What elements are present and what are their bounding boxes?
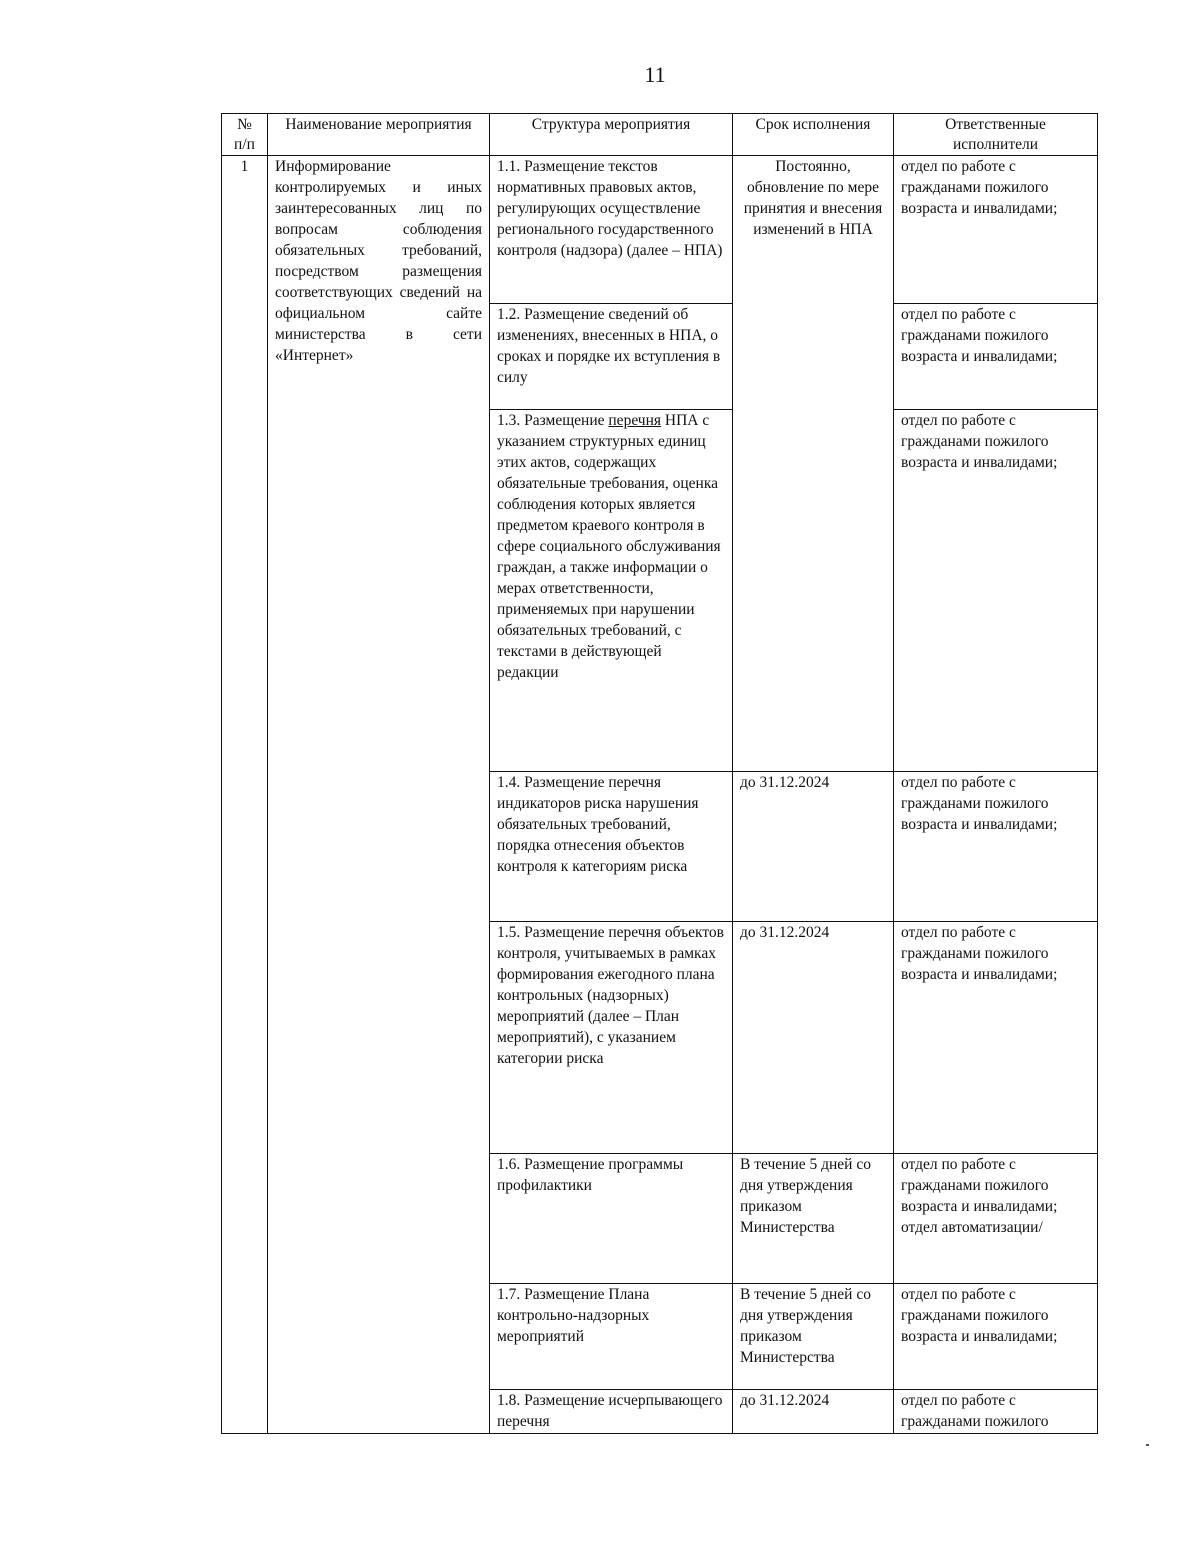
deadline-1-8: до 31.12.2024 (733, 1390, 894, 1434)
deadline-1-4: до 31.12.2024 (733, 772, 894, 922)
responsible-1-5: отдел по работе с гражданами пожилого возраста и инвалидами; (894, 922, 1098, 1154)
structure-1-3-prefix: 1.3. Размещение (497, 412, 609, 429)
structure-1-8: 1.8. Размещение исчерпывающего перечня (490, 1390, 733, 1434)
header-structure: Структура мероприятия (490, 114, 733, 156)
structure-1-1: 1.1. Размещение текстов нормативных правовых актов, регулирующих осуществление регионального государственного контроля (надзора) (далее – НПА) (490, 156, 733, 304)
responsible-1-8: отдел по работе с гражданами пожилого (894, 1390, 1098, 1434)
responsible-1-2: отдел по работе с гражданами пожилого возраста и инвалидами; (894, 304, 1098, 410)
measures-table (221, 113, 1098, 1434)
responsible-1-1: отдел по работе с гражданами пожилого возраста и инвалидами; (894, 156, 1098, 304)
responsible-1-6: отдел по работе с гражданами пожилого возраста и инвалидами; отдел автоматизации/ (894, 1154, 1098, 1284)
structure-1-3-underlined: перечня (608, 412, 662, 429)
structure-1-6: 1.6. Размещение программы профилактики (490, 1154, 733, 1284)
page-number: 11 (644, 62, 666, 87)
deadline-1-1: Постоянно, обновление по мере принятия и внесения изменений в НПА (733, 156, 894, 772)
row-number: 1 (222, 156, 268, 1434)
header-deadline: Срок исполнения (733, 114, 894, 156)
responsible-1-7: отдел по работе с гражданами пожилого возраста и инвалидами; (894, 1284, 1098, 1390)
header-number: № п/п (222, 114, 268, 156)
deadline-1-5: до 31.12.2024 (733, 922, 894, 1154)
scan-dot (1146, 1444, 1149, 1446)
responsible-1-4: отдел по работе с гражданами пожилого возраста и инвалидами; (894, 772, 1098, 922)
table-row (222, 156, 1098, 304)
structure-1-3-suffix: НПА с указанием структурных единиц этих актов, содержащих обязательные требования, оценка соблюдения которых является предметом краевого контроля в сфере социального обслуживания граждан, а также информации о мерах ответственности, применяемых при нарушении обязательных требований, с текстами в действующей редакции (497, 412, 721, 681)
structure-1-3 (490, 410, 733, 772)
event-name: Информирование контролируемых и иных заинтересованных лиц по вопросам соблюдения обязательных требований, посредством размещения соответствующих сведений на официальном сайте министерства в сети «Интернет» (268, 156, 490, 1434)
structure-1-2: 1.2. Размещение сведений об изменениях, внесенных в НПА, о сроках и порядке их вступления в силу (490, 304, 733, 410)
structure-1-4: 1.4. Размещение перечня индикаторов риска нарушения обязательных требований, порядка отнесения объектов контроля к категориям риска (490, 772, 733, 922)
structure-1-7: 1.7. Размещение Плана контрольно-надзорных мероприятий (490, 1284, 733, 1390)
deadline-1-7: В течение 5 дней со дня утверждения приказом Министерства (733, 1284, 894, 1390)
structure-1-5: 1.5. Размещение перечня объектов контроля, учитываемых в рамках формирования ежегодного плана контрольных (надзорных) мероприятий (далее – План мероприятий), с указанием категории риска (490, 922, 733, 1154)
table-header-row (222, 114, 1098, 156)
responsible-1-3: отдел по работе с гражданами пожилого возраста и инвалидами; (894, 410, 1098, 772)
header-responsible: Ответственные исполнители (894, 114, 1098, 156)
header-event-name: Наименование мероприятия (268, 114, 490, 156)
deadline-1-6: В течение 5 дней со дня утверждения приказом Министерства (733, 1154, 894, 1284)
